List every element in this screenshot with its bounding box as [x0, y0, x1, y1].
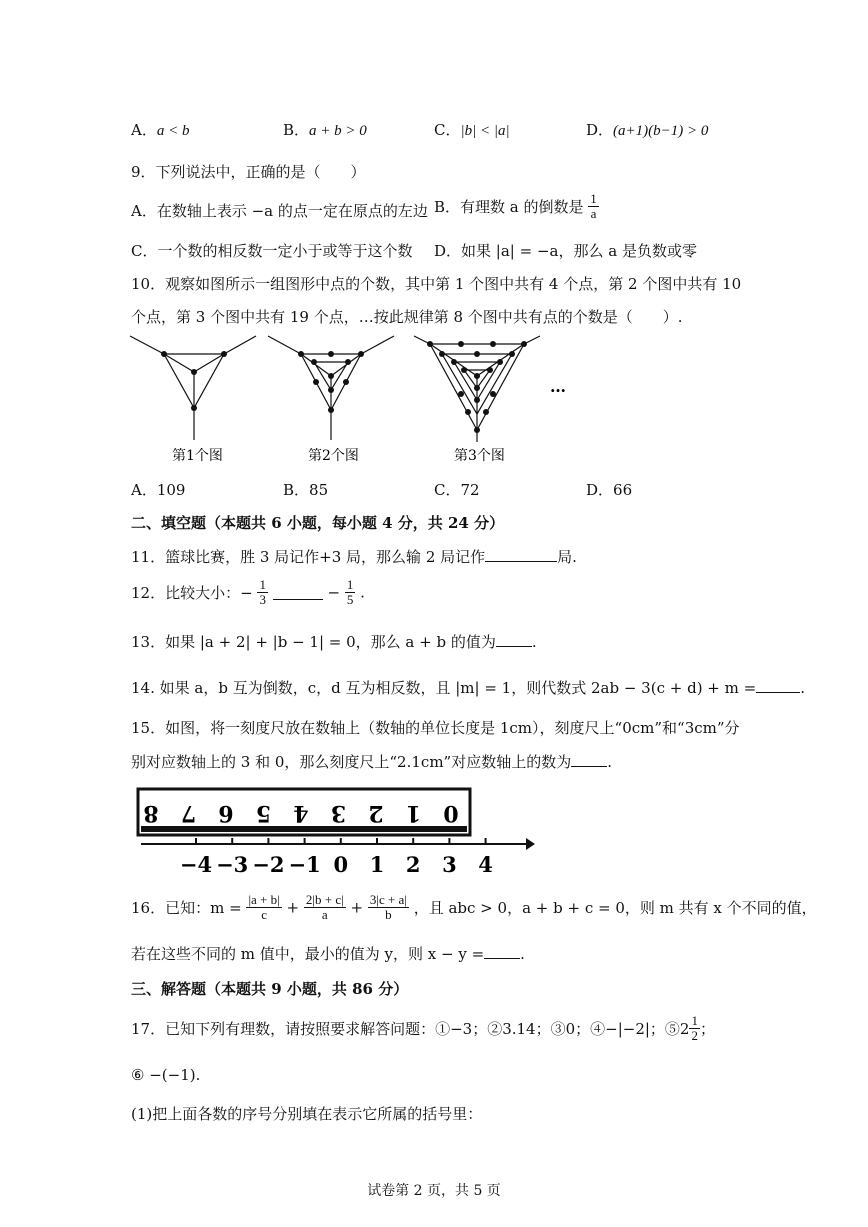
- figure-1: [130, 336, 256, 440]
- q10-option-a: A．109: [131, 481, 186, 499]
- section-2-heading: 二、填空题（本题共 6 小题，每小题 4 分，共 24 分）: [131, 514, 505, 532]
- ruler-label: 0: [443, 800, 459, 826]
- axis-label: 0: [333, 852, 349, 877]
- ruler-label: 2: [368, 800, 384, 826]
- ruler-label: 5: [255, 800, 272, 826]
- axis-label: −2: [252, 852, 285, 877]
- q17-line2: ⑥ −(−1).: [131, 1066, 201, 1084]
- q16-line1: 16．已知：m = $\frac{|a + b|}{c}$ + $\frac{2|b + c|}{a}$ + $\frac{3|c + a|}{b}$ ，且 abc > 0，a + b + c = 0，则 m 共有 x 个不同的值，: [131, 892, 817, 922]
- fig1-caption: 第1个图: [172, 448, 223, 464]
- q9-stem: 9．下列说法中，正确的是（ ）: [131, 163, 366, 181]
- page-footer: 试卷第 2 页，共 5 页: [367, 1183, 501, 1199]
- section-3-heading: 三、解答题（本题共 9 小题，共 86 分）: [131, 980, 409, 998]
- q8-option-c: C．|b| < |a|: [434, 121, 510, 139]
- q9-option-d: D．如果 |a| = −a，那么 a 是负数或零: [434, 242, 697, 260]
- q10-option-b: B．85: [283, 481, 329, 499]
- axis-label: −3: [216, 852, 249, 877]
- fraction: $\frac{1}{a}$: [590, 191, 597, 221]
- fraction: $\frac{3|c + a|}{b}$: [369, 892, 407, 922]
- q10-figures: [128, 332, 568, 477]
- q11-answer-blank[interactable]: [485, 547, 557, 562]
- q15-answer-blank[interactable]: [571, 752, 607, 767]
- q14-answer-blank[interactable]: [756, 678, 800, 693]
- ruler-label: 4: [293, 800, 309, 826]
- q10-option-d: D．66: [586, 481, 633, 499]
- ruler-label: 7: [180, 800, 197, 826]
- ruler-label: 6: [218, 800, 234, 826]
- q10-stem-line2: 个点，第 3 个图中共有 19 个点，…按此规律第 8 个图中共有点的个数是（ ）.: [131, 308, 683, 326]
- fig3-caption: 第3个图: [454, 448, 505, 464]
- q16-answer-blank[interactable]: [484, 944, 520, 959]
- fraction: $\frac{1}{5}$: [346, 577, 354, 607]
- q13-answer-blank[interactable]: [496, 632, 532, 647]
- q17-line3: (1)把上面各数的序号分别填在表示它所属的括号里：: [131, 1105, 483, 1123]
- q8-option-d: D．(a+1)(b−1) > 0: [586, 121, 709, 139]
- q11: 11．篮球比赛，胜 3 局记作+3 局，那么输 2 局记作 局.: [131, 548, 577, 566]
- q9-option-b: B．有理数 a 的倒数是 $\frac{1}{a}$: [434, 191, 597, 221]
- q8-option-b: B．a + b > 0: [283, 121, 367, 139]
- ellipsis: …: [550, 377, 566, 396]
- axis-label: −4: [179, 852, 213, 877]
- q10-option-c: C．72: [434, 481, 480, 499]
- axis-label: −1: [288, 852, 321, 877]
- ruler-label: 8: [143, 800, 159, 826]
- axis-arrow: [526, 838, 535, 850]
- ruler-label: 1: [405, 800, 422, 826]
- q14: 14. 如果 a，b 互为倒数，c，d 互为相反数，且 |m| = 1，则代数式 2ab − 3(c + d) + m = .: [131, 679, 805, 697]
- fraction: $\frac{1}{3}$: [259, 577, 266, 607]
- fraction: $\frac{2|b + c|}{a}$: [305, 892, 344, 922]
- q12: 12．比较大小：− $\frac{1}{3}$ − $\frac{1}{5}$ .: [131, 577, 365, 607]
- q13: 13．如果 |a + 2| + |b − 1| = 0，那么 a + b 的值为 .: [131, 633, 537, 651]
- fraction: $\frac{1}{2}$: [691, 1013, 698, 1043]
- ruler-number-line-figure: [131, 786, 536, 881]
- ruler-label: 3: [330, 800, 347, 826]
- q9-option-a: A．在数轴上表示 −a 的点一定在原点的左边: [131, 202, 428, 220]
- q8-option-a: A．a < b: [131, 121, 190, 139]
- axis-label: 4: [478, 852, 493, 877]
- axis-label: 1: [369, 852, 385, 877]
- q12-answer-blank[interactable]: [273, 585, 323, 600]
- q9-option-c: C．一个数的相反数一定小于或等于这个数: [131, 242, 413, 260]
- q15-line2: 别对应数轴上的 3 和 0，那么刻度尺上“2.1cm”对应数轴上的数为 .: [131, 753, 612, 771]
- q15-line1: 15．如图，将一刻度尺放在数轴上（数轴的单位长度是 1cm），刻度尺上“0cm”和“3cm”分: [131, 719, 740, 737]
- q17-line1: 17．已知下列有理数，请按照要求解答问题：①−3；②3.14；③0；④−|−2|；⑤2 $\frac{1}{2}$ ；: [131, 1013, 715, 1043]
- fraction: $\frac{|a + b|}{c}$: [248, 892, 280, 922]
- axis-label: 2: [405, 852, 421, 877]
- axis-label: 3: [442, 852, 457, 877]
- q10-stem-line1: 10．观察如图所示一组图形中点的个数，其中第 1 个图中共有 4 个点，第 2 个图中共有 10: [131, 275, 742, 293]
- q16-line2: 若在这些不同的 m 值中，最小的值为 y，则 x − y = .: [131, 945, 525, 963]
- fig2-caption: 第2个图: [308, 448, 359, 464]
